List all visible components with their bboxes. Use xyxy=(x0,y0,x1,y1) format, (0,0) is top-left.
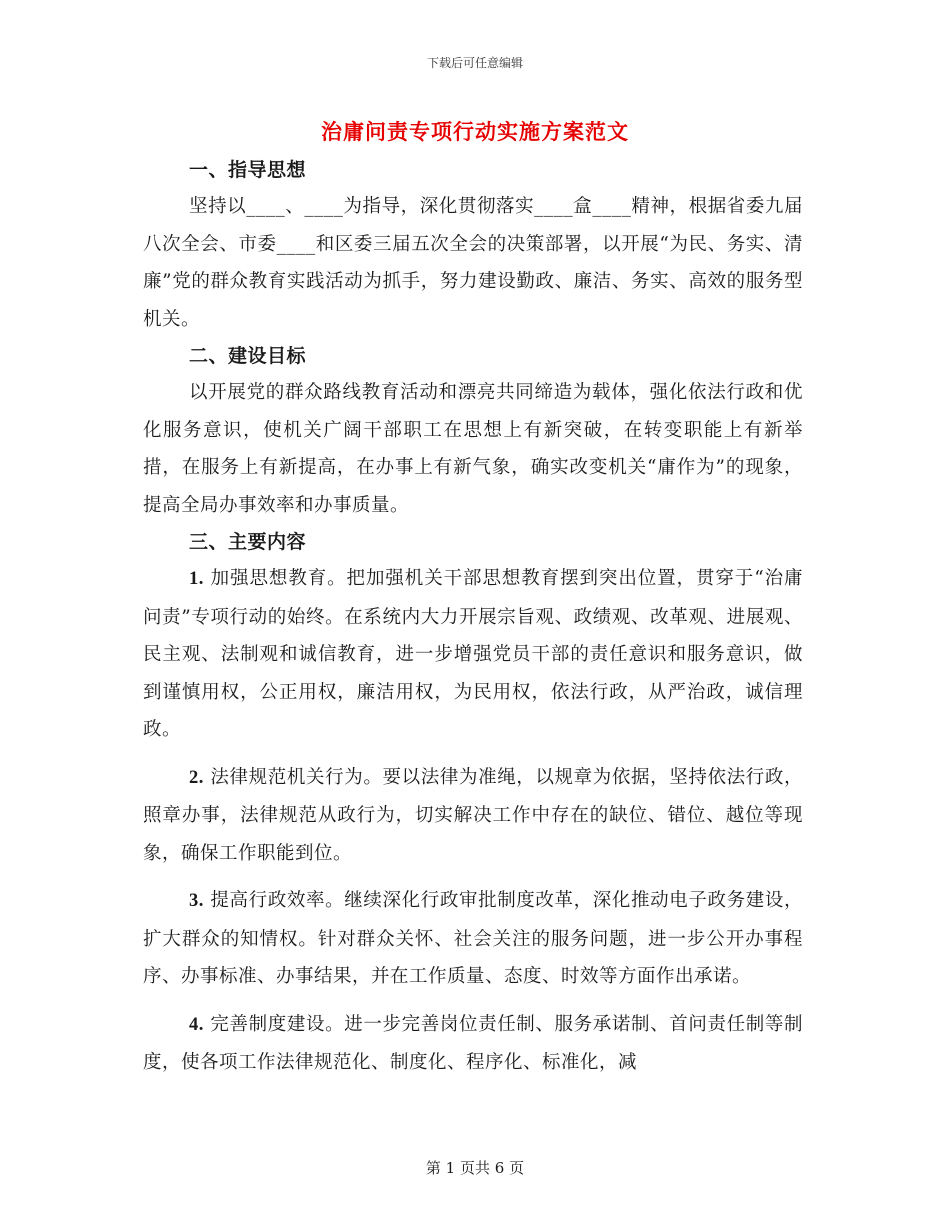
section-heading-goals: 二、建设目标 xyxy=(189,345,307,367)
section-heading-guiding-ideology: 一、指导思想 xyxy=(189,159,307,181)
section-paragraph-goals: 以开展党的群众路线教育活动和漂亮共同缔造为载体，强化依法行政和优化服务意识，使机关广阔干部职工在思想上有新突破，在转变职能上有新举措，在服务上有新提高，在办事上有新气象，确实改变机关“庸作为”的现象，提高全局办事效率和办事质量。 xyxy=(143,382,803,516)
main-content-list xyxy=(143,560,803,1082)
item-number: 1. xyxy=(189,569,204,589)
item-number: 3. xyxy=(189,891,204,911)
section-paragraph-guiding-ideology: 坚持以____、____为指导，深化贯彻落实____盒____精神，根据省委九届八次全会、市委____和区委三届五次全会的决策部署，以开展“为民、务实、清廉”党的群众教育实践活动为抓手，努力建设勤政、廉洁、务实、高效的服务型机关。 xyxy=(143,196,803,330)
item-number: 4. xyxy=(189,1014,204,1035)
list-item xyxy=(143,882,803,996)
page-number-footer: 第 1 页共 6 页 xyxy=(425,1159,525,1177)
section-heading-main-content: 三、主要内容 xyxy=(189,531,307,553)
item-number: 2. xyxy=(189,767,204,788)
document-body xyxy=(143,152,803,1082)
item-text: 提高行政效率。继续深化行政审批制度改革，深化推动电子政务建设，扩大群众的知情权。针对群众关怀、社会关注的服务问题，进一步公开办事程序、办事标准、办事结果，并在工作质量、态度、时效等方面作出承诺。 xyxy=(143,890,803,987)
item-text: 加强思想教育。把加强机关干部思想教育摆到突出位置，贯穿于“治庸问责”专项行动的始终。在系统内大力开展宗旨观、政绩观、改革观、进展观、民主观、法制观和诚信教育，进一步增强党员干部的责任意识和服务意识，做到谨慎用权，公正用权，廉洁用权，为民用权，依法行政，从严治政，诚信理政。 xyxy=(143,568,803,740)
document-title: 治庸问责专项行动实施方案范文 xyxy=(321,119,629,144)
item-text: 完善制度建设。进一步完善岗位责任制、服务承诺制、首问责任制等制度，使各项工作法律规范化、制度化、程序化、标准化，减 xyxy=(143,1013,803,1073)
list-item xyxy=(143,560,803,749)
list-item xyxy=(143,1006,803,1082)
list-item xyxy=(143,759,803,873)
page-header-note: 下载后可任意编辑 xyxy=(426,56,523,70)
item-text: 法律规范机关行为。要以法律为准绳，以规章为依据，坚持依法行政，照章办事，法律规范从政行为，切实解决工作中存在的缺位、错位、越位等现象，确保工作职能到位。 xyxy=(143,766,803,864)
